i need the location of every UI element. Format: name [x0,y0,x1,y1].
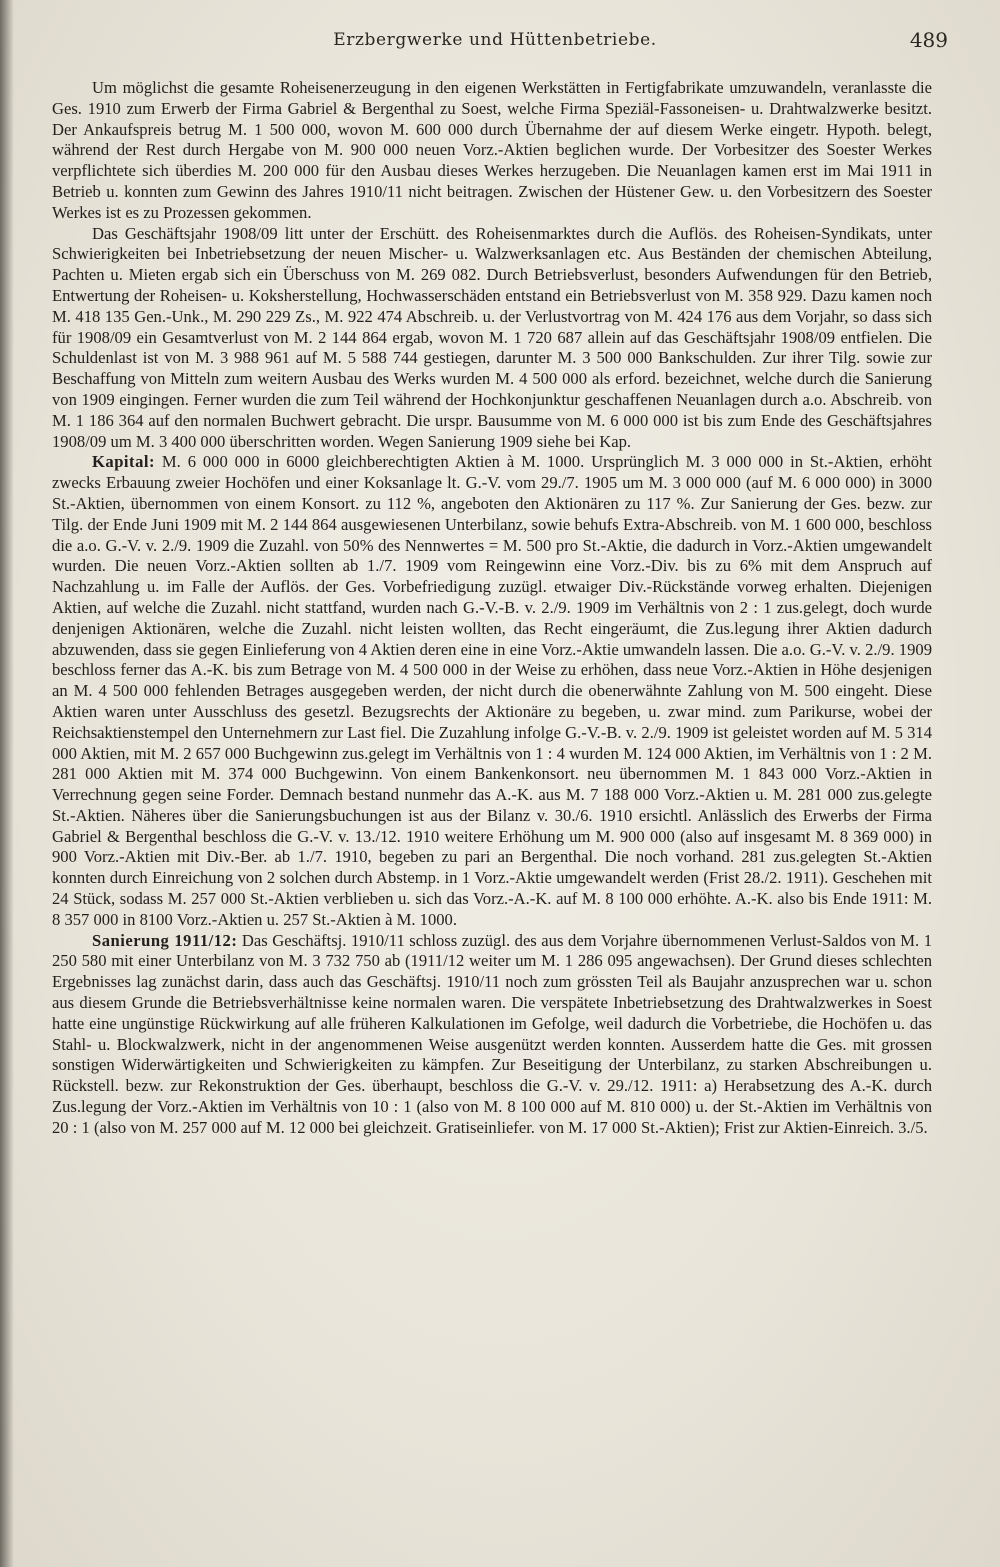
section-heading-kapital: Kapital: [92,452,156,472]
body-text [52,78,932,1139]
paragraph-text: Um möglichst die gesamte Roheisenerzeugung in den eigenen Werkstätten in Fertigfabrikate umzuwandeln, veranlasste die Ges. 1910 zum Erwerb der Firma Gabriel & Bergenthal zu Soest, welche Firma Speziäl-Fassoneisen- u. Drahtwalzwerke besitzt. Der Ankaufspreis betrug M. 1 500 000, wovon M. 600 000 durch Übernahme der auf diesem Werke eingetr. Hypoth. belegt, während der Rest durch Hergabe von M. 900 000 neuen Vorz.-Aktien beglichen wurde. Der Vorbesitzer des Soester Werkes verpflichtete sich überdies M. 200 000 für den Ausbau dieses Werkes herzugeben. Die Neuanlagen kamen erst im Mai 1911 in Betrieb u. konnten zum Gewinn des Jahres 1910/11 nicht beitragen. Zwischen der Hüstener Gew. u. den Vorbesitzern des Soester Werkes ist es zu Prozessen gekommen. [52,78,932,222]
paragraph-business-year [52,224,932,453]
paragraph-acquisition [52,78,932,224]
paragraph-text: Das Geschäftsjahr 1908/09 litt unter der Erschütt. des Roheisenmarktes durch die Auflös. des Roheisen-Syndikats, unter Schwierigkeiten bei Inbetriebsetzung der neuen Mischer- u. Walzwerksanlagen etc. Aus Beständen der chemischen Abteilung, Pachten u. Mieten ergab sich ein Überschuss von M. 269 082. Durch Betriebsverlust, besonders Aufwendungen für den Betrieb, Entwertung der Roheisen- u. Koksherstellung, Hochwasserschäden entstand ein Betriebsverlust von M. 358 929. Dazu kamen noch M. 418 135 Gen.-Unk., M. 290 229 Zs., M. 922 474 Abschreib. u. der Verlustvortrag von M. 424 176 aus dem Vorjahr, so dass sich für 1908/09 ein Gesamtverlust von M. 2 144 864 ergab, wovon M. 1 720 687 allein auf das Geschäftsjahr 1908/09 entfielen. Die Schuldenlast ist von M. 3 988 961 auf M. 5 588 744 gestiegen, darunter M. 3 500 000 Bankschulden. Zur ihrer Tilg. sowie zur Beschaffung von Mitteln zum weitern Ausbau des Werks wurden M. 4 500 000 als erford. bezeichnet, welche durch die Sanierung von 1909 eingingen. Ferner wurden die zum Teil während der Hochkonjunktur geschaffenen Neuanlagen durch a.o. Abschreib. von M. 1 186 364 auf den normalen Buchwert gebracht. Die urspr. Bausumme von M. 6 000 000 ist bis zum Ende des Geschäftsjahres 1908/09 um M. 3 400 000 überschritten worden. Wegen Sanierung 1909 siehe bei Kap. [52,223,932,451]
binding-shadow [0,0,14,1567]
paragraph-text: Das Geschäftsj. 1910/11 schloss zuzügl. des aus dem Vorjahre übernommenen Verlust-Saldos von M. 1 250 580 mit einer Unterbilanz von M. 3 732 750 ab (1911/12 weiter um M. 1 286 095 angewachsen). Der Grund dieses schlechten Ergebnisses lag zunächst darin, dass auch das Geschäftsj. 1910/11 noch zum grössten Teil als Baujahr anzusprechen war u. schon aus diesem Grunde die Betriebsverhältnisse keine normalen waren. Die verspätete Inbetriebsetzung des Drahtwalzwerkes in Soest hatte eine ungünstige Rückwirkung auf alle früheren Kalkulationen im Gefolge, weil dadurch die Vorbetriebe, die Hochöfen u. das Stahl- u. Blockwalzwerk, nicht in der angenommenen Weise ausgenützt werden konnten. Ausserdem hatte die Ges. mit grossen sonstigen Widerwärtigkeiten und Schwierigkeiten zu kämpfen. Zur Beseitigung der Unterbilanz, zu starken Abschreibungen u. Rückstell. bezw. zur Rekonstruktion der Ges. überhaupt, beschloss die G.-V. v. 29./12. 1911: a) Herabsetzung des A.-K. durch Zus.legung der Vorz.-Aktien im Verhältnis von 10 : 1 (also von M. 8 100 000 auf M. 810 000) u. der St.-Aktien im Verhältnis von 20 : 1 (also von M. 257 000 auf M. 12 000 bei gleichzeit. Gratiseinliefer. von M. 17 000 St.-Aktien); Frist zur Aktien-Einreich. 3./5. [52,930,933,1137]
header-title: Erzbergwerke und Hüttenbetriebe. [333,30,657,50]
paragraph-sanierung [52,931,932,1139]
paragraph-kapital [52,452,932,930]
running-header [40,24,950,58]
paragraph-text: M. 6 000 000 in 6000 gleichberechtigten Aktien à M. 1000. Ursprünglich M. 3 000 000 in St.-Aktien, erhöht zwecks Erbauung zweier Hochöfen und einer Koksanlage lt. G.-V. vom 29./7. 1905 um M. 3 000 000 (auf M. 6 000 000) in 3000 St.-Aktien, übernommen von einem Konsort. zu 112 %, angeboten den Aktionären zu 117 %. Zur Sanierung der Ges. bezw. zur Tilg. der Ende Juni 1909 mit M. 2 144 864 ausgewiesenen Unterbilanz, sowie behufs Extra-Abschreib. von M. 1 600 000, beschloss die a.o. G.-V. v. 2./9. 1909 die Zuzahl. von 50% des Nennwertes = M. 500 pro St.-Aktie, die dadurch in Vorz.-Aktien umgewandelt wurden. Die neuen Vorz.-Aktien sollten ab 1./7. 1909 vom Reingewinn eine Vorz.-Div. bis zu 6% mit dem Anspruch auf Nachzahlung u. im Falle der Auflös. der Ges. Vorbefriedigung zuzügl. etwaiger Div.-Rückstände vorweg erhalten. Diejenigen Aktien, auf welche die Zuzahl. nicht stattfand, wurden nach G.-V.-B. v. 2./9. 1909 im Verhältnis von 2 : 1 zus.gelegt, doch wurde denjenigen Aktionären, welche die Zuzahl. nicht leisten wollten, das Recht eingeräumt, die Zus.legung ihrer Aktien dadurch abzuwenden, dass sie gegen Einlieferung von 4 Aktien deren eine in eine Vorz.-Aktie umwandeln lassen. Die a.o. G.-V. v. 2./9. 1909 beschloss ferner das A.-K. bis zum Betrage von M. 4 500 000 in der Weise zu erhöhen, dass neue Vorz.-Aktien in Höhe desjenigen an M. 4 500 000 fehlenden Betrages ausgegeben werden, der nicht durch die obenerwähnte Zahlung von M. 500 eingeht. Diese Aktien waren unter Ausschluss des gesetzl. Bezugsrechts der Aktionäre zu begeben, u. zwar mind. zum Parikurse, wobei der Reichsaktienstempel den Unternehmern zur Last fiel. Die Zuzahlung infolge G.-V.-B. v. 2./9. 1909 ist geleistet worden auf M. 5 314 000 Aktien, mit M. 2 657 000 Buchgewinn zus.gelegt im Verhältnis von 1 : 4 wurden M. 124 000 Aktien, im Verhältnis von 1 : 2 M. 281 000 Aktien mit M. 374 000 Buchgewinn. Von einem Bankenkonsort. neu übernommen M. 1 843 000 Vorz.-Aktien in Verrechnung gegen seine Forder. Demnach bestand nunmehr das A.-K. aus M. 7 188 000 Vorz.-Aktien u. M. 281 000 zus.gelegte St.-Aktien. Näheres über die Sanierungsbuchungen ist aus der Bilanz v. 30./6. 1910 ersichtl. Anlässlich des Erwerbs der Firma Gabriel & Bergenthal beschloss die G.-V. v. 13./12. 1910 weitere Erhöhung um M. 900 000 (also auf insgesamt M. 8 369 000) in 900 Vorz.-Aktien mit Div.-Ber. ab 1./7. 1910, begeben zu pari an Bergenthal. Die noch vorhand. 281 zus.gelegten St.-Aktien konnten durch Einreichung von 2 solchen durch Abstemp. in 1 Vorz.-Aktie umgewandelt werden (Frist 28./2. 1911). Geschehen mit 24 Stück, sodass M. 257 000 St.-Aktien verblieben u. sich das Vorz.-A.-K. auf M. 8 100 000 erhöhte. A.-K. also bis Ende 1911: M. 8 357 000 in 8100 Vorz.-Aktien u. 257 St.-Aktien à M. 1000. [52,452,932,929]
page-number: 489 [909,28,948,52]
section-heading-sanierung: Sanierung 1911/12: [92,930,238,950]
